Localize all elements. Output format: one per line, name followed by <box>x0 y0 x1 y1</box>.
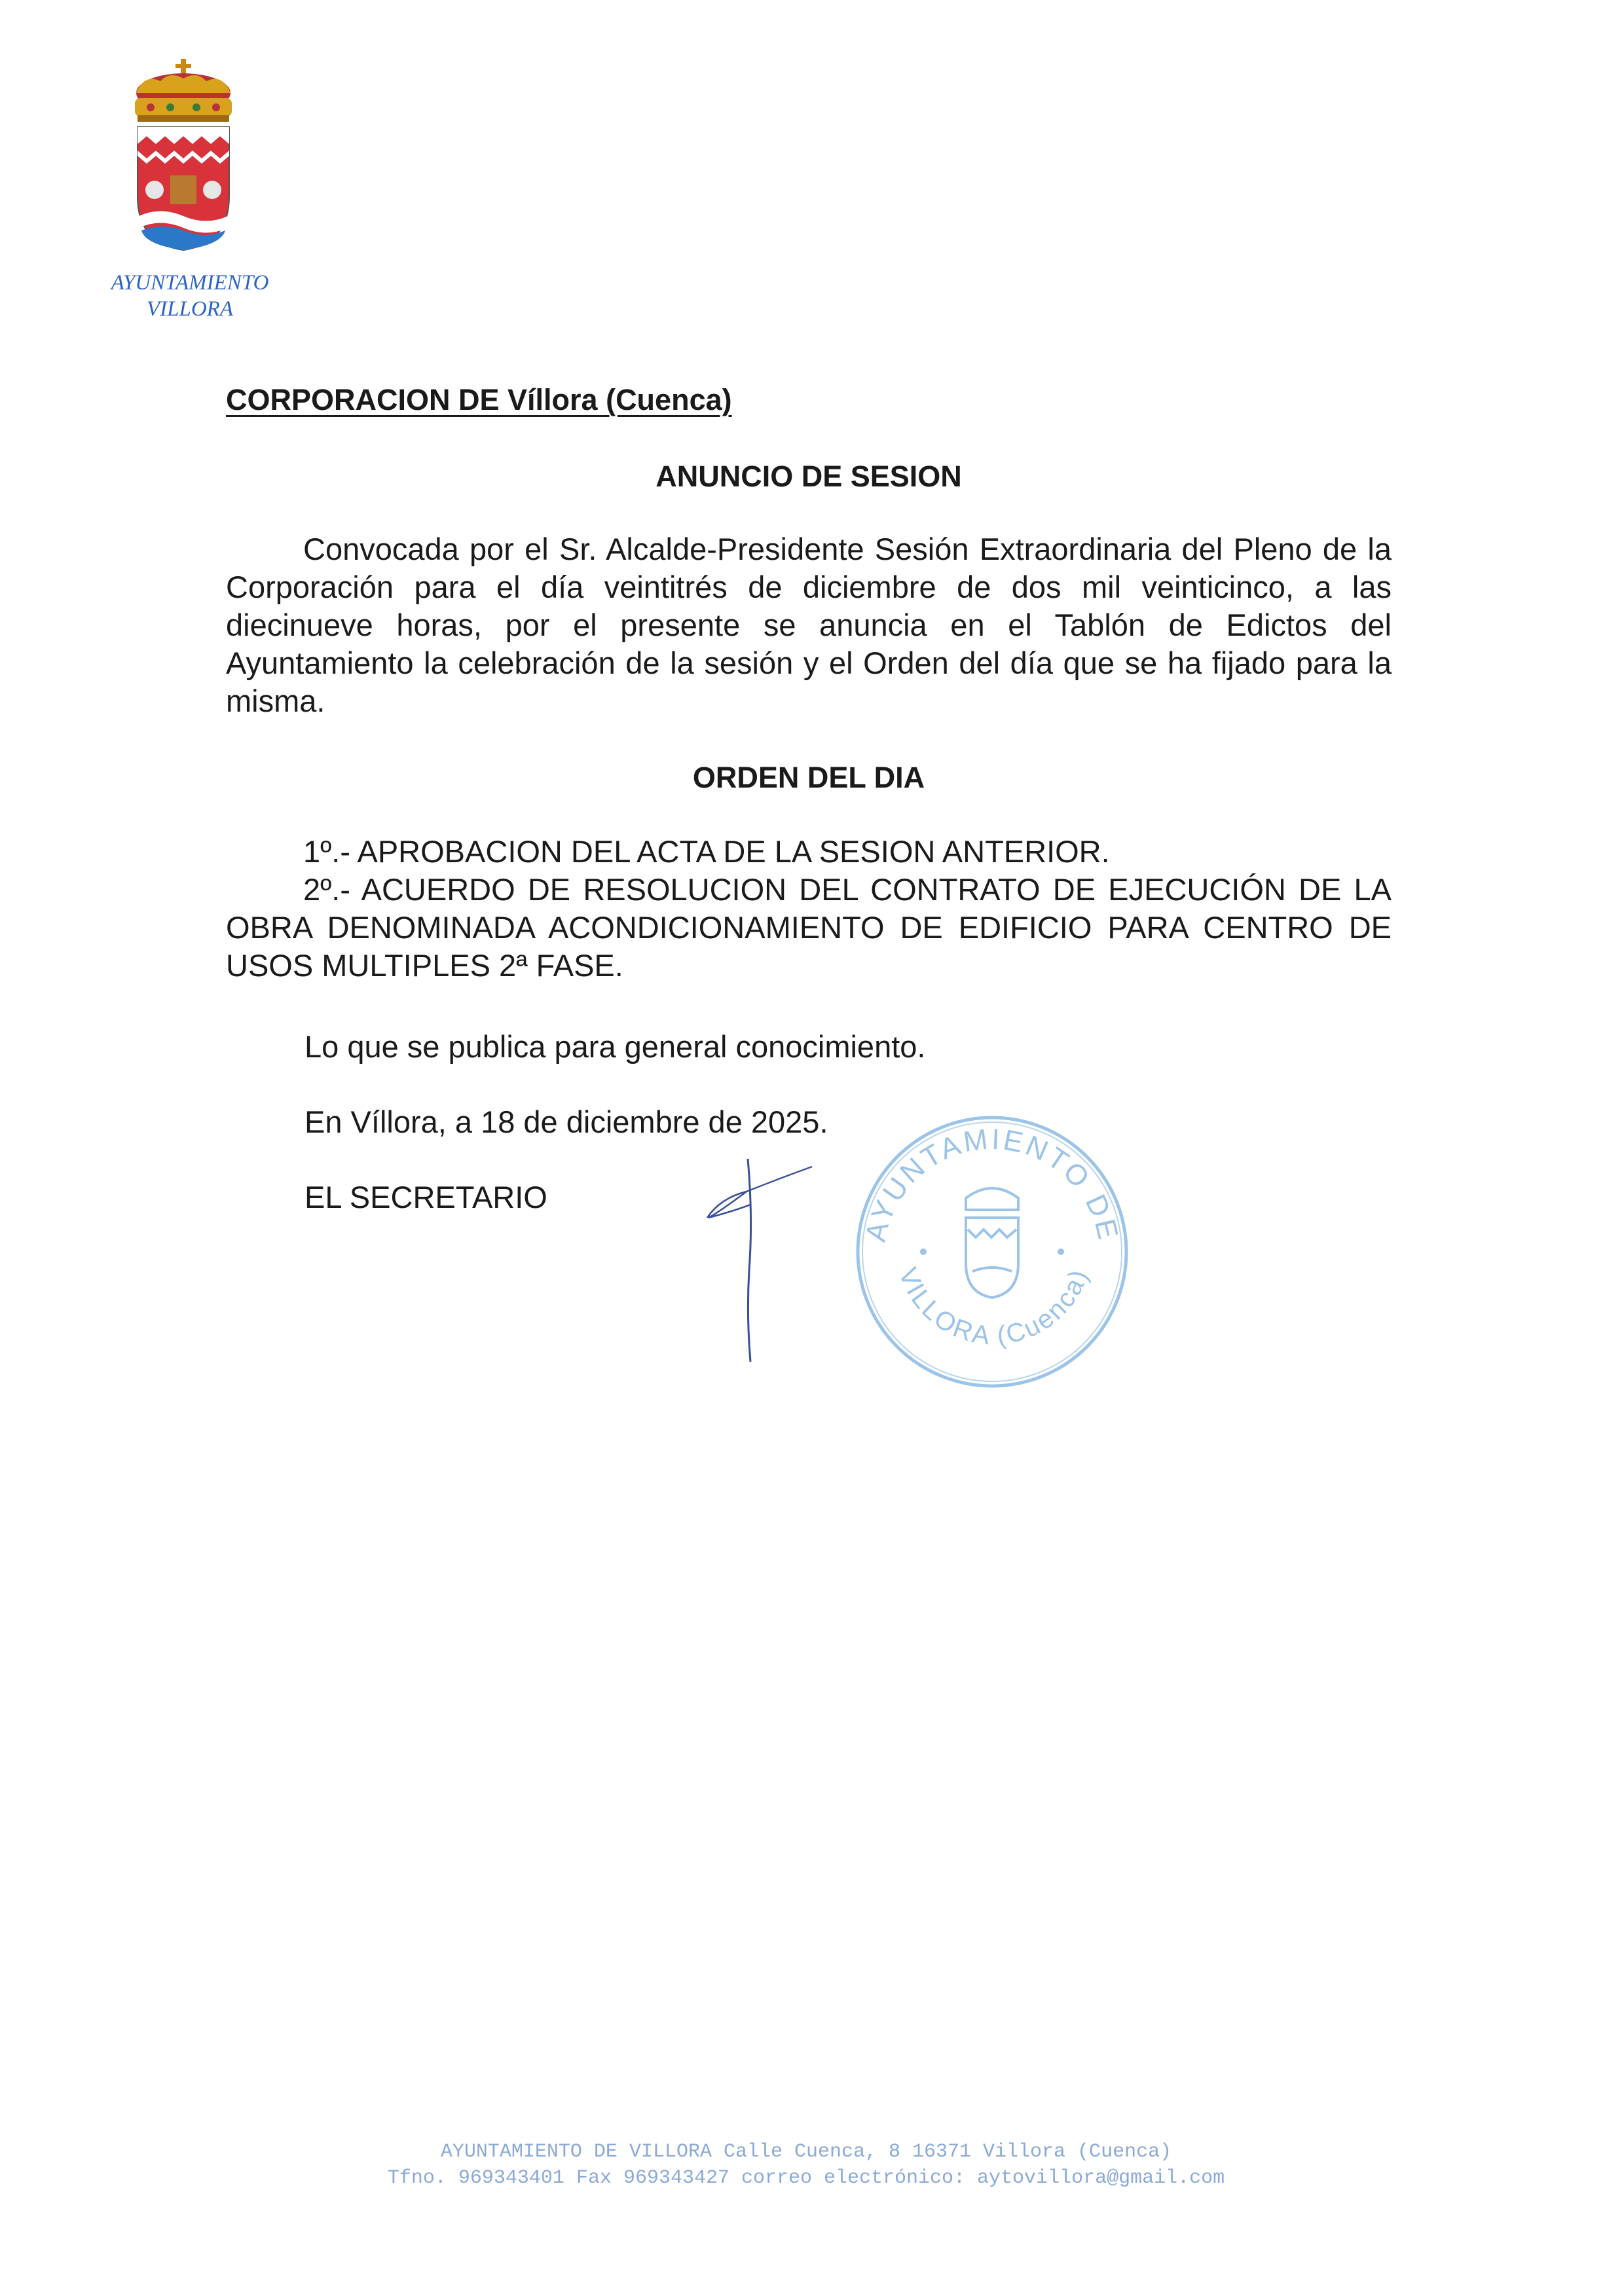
footer-contact-line <box>0 2166 1624 2191</box>
footer-org-name: AYUNTAMIENTO DE VILLORA <box>440 2141 712 2163</box>
corporation-heading: CORPORACION DE Víllora (Cuenca) <box>226 383 732 416</box>
notice-title: ANUNCIO DE SESION <box>655 460 962 493</box>
footer-phone: Tfno. 969343401 <box>387 2167 564 2189</box>
svg-text:AYUNTAMIENTO DE <box>860 1123 1125 1245</box>
footer-address: Calle Cuenca, 8 16371 Villora (Cuenca) <box>723 2141 1172 2163</box>
stamp-text-bottom: VILLORA (Cuenca) <box>893 1264 1094 1351</box>
closing-statement: Lo que se publica para general conocimiento. <box>304 1029 926 1064</box>
handwritten-signature <box>694 1139 825 1375</box>
letterhead-line-2: VILLORA <box>147 297 233 321</box>
municipal-crest-logo <box>124 59 242 255</box>
signer-title: EL SECRETARIO <box>304 1180 547 1214</box>
place-and-date: En Víllora, a 18 de diciembre de 2025. <box>304 1104 828 1139</box>
svg-text:VILLORA (Cuenca) <box>893 1264 1094 1350</box>
footer-address-line <box>0 2140 1624 2164</box>
agenda-item-1: 1º.- APROBACION DEL ACTA DE LA SESION ANTERIOR. <box>303 834 1110 869</box>
letterhead-line-1: AYUNTAMIENTO <box>111 271 269 295</box>
stamp-text-top: AYUNTAMIENTO DE <box>859 1123 1125 1245</box>
footer-fax: Fax 969343427 <box>576 2167 729 2189</box>
footer-email: aytovillora@gmail.com <box>977 2167 1225 2189</box>
letterhead-organization <box>65 270 314 322</box>
agenda-item-2: 2º.- ACUERDO DE RESOLUCION DEL CONTRATO DE EJECUCIÓN DE LA OBRA DENOMINADA ACONDICIONAMIENTO DE EDIFICIO PARA CENTRO DE USOS MULTIPLES 2ª FASE. <box>226 872 1392 983</box>
footer-email-label: correo electrónico: <box>741 2167 966 2189</box>
official-stamp-seal <box>838 1100 1146 1401</box>
agenda-title: ORDEN DEL DIA <box>692 761 925 794</box>
intro-paragraph: Convocada por el Sr. Alcalde-Presidente Sesión Extraordinaria del Pleno de la Corporación para el día veintitrés de diciembre de dos mil veinticinco, a las diecinueve horas, por el presente se anuncia en el Tablón de Edictos del Ayuntamiento la celebración de la sesión y el Orden del día que se ha fijado para la misma. <box>226 532 1392 718</box>
